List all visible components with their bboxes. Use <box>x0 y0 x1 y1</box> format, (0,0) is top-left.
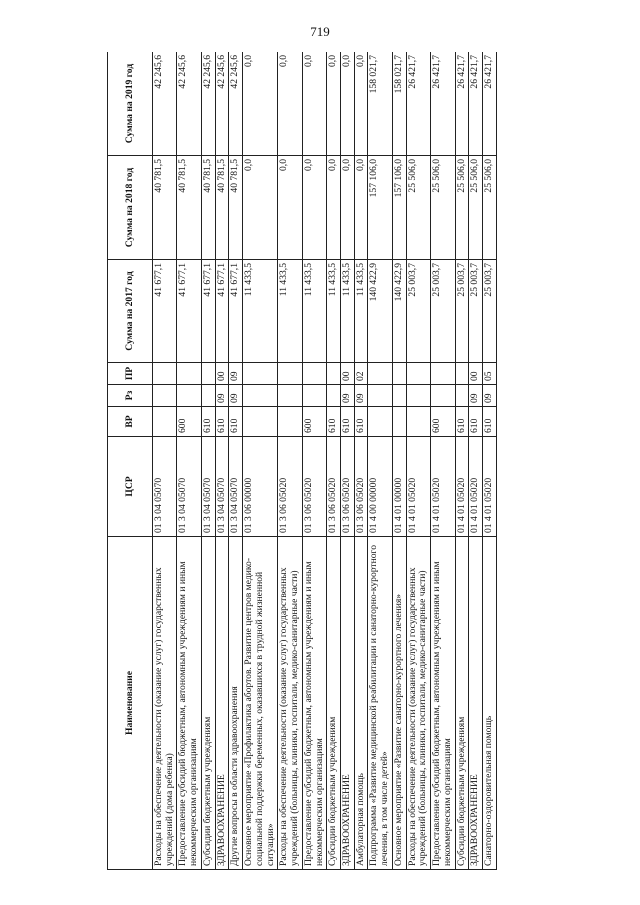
header-row <box>108 52 153 870</box>
cell-sum-2019: 26 421,7 <box>406 52 430 156</box>
cell-name: Санаторно-оздоровительная помощь <box>483 537 497 870</box>
table-row <box>341 52 355 870</box>
cell-sum-2017: 11 433,5 <box>243 260 278 363</box>
cell-name: Подпрограмма «Развитие медицинской реабилитации и санаторно-курортного лечения, в том числе детей» <box>368 537 392 870</box>
cell-sum-2019: 0,0 <box>302 52 326 156</box>
cell-csr: 01 3 06 00000 <box>243 437 278 537</box>
cell-sum-2018: 25 506,0 <box>431 156 455 260</box>
cell-sum-2019: 42 245,6 <box>153 52 177 156</box>
cell-csr: 01 3 04 05070 <box>229 437 243 537</box>
cell-csr: 01 3 06 05020 <box>354 437 368 537</box>
cell-sum-2019: 0,0 <box>354 52 368 156</box>
cell-name: Основное мероприятие «Развитие санаторно-курортного лечения» <box>392 537 406 870</box>
table-row <box>392 52 406 870</box>
cell-sum-2017: 11 433,5 <box>354 260 368 363</box>
cell-pr <box>406 363 430 385</box>
rotated-table-container <box>107 52 585 870</box>
cell-name: Расходы на обеспечение деятельности (оказание услуг) государственных учреждений (больницы, клиники, госпитали, медико-санитарные части) <box>278 537 302 870</box>
cell-pr <box>327 363 341 385</box>
cell-sum-2019: 42 245,6 <box>177 52 201 156</box>
cell-sum-2018: 25 506,0 <box>483 156 497 260</box>
cell-vr: 610 <box>327 407 341 437</box>
cell-vr: 610 <box>229 407 243 437</box>
cell-rz <box>392 385 406 407</box>
cell-sum-2019: 42 245,6 <box>229 52 243 156</box>
cell-csr: 01 4 01 05020 <box>431 437 455 537</box>
header-csr: ЦСР <box>108 437 153 537</box>
budget-table <box>107 52 497 870</box>
cell-csr: 01 4 00 00000 <box>368 437 392 537</box>
cell-pr: 00 <box>341 363 355 385</box>
table-row <box>201 52 215 870</box>
cell-sum-2017: 140 422,9 <box>392 260 406 363</box>
cell-rz: 09 <box>341 385 355 407</box>
table-row <box>302 52 326 870</box>
header-name: Наименование <box>108 537 153 870</box>
cell-sum-2018: 0,0 <box>278 156 302 260</box>
table-body <box>153 52 497 870</box>
cell-rz: 09 <box>229 385 243 407</box>
cell-vr: 610 <box>215 407 229 437</box>
header-sum-2017: Сумма на 2017 год <box>108 260 153 363</box>
cell-sum-2017: 140 422,9 <box>368 260 392 363</box>
table-row <box>368 52 392 870</box>
cell-csr: 01 3 06 05020 <box>302 437 326 537</box>
cell-sum-2019: 26 421,7 <box>483 52 497 156</box>
cell-name: Расходы на обеспечение деятельности (оказание услуг) государственных учреждений (больницы, клиники, госпитали, медико-санитарные части) <box>406 537 430 870</box>
cell-sum-2018: 40 781,5 <box>153 156 177 260</box>
cell-name: Субсидии бюджетным учреждениям <box>455 537 469 870</box>
header-sum-2019: Сумма на 2019 год <box>108 52 153 156</box>
cell-sum-2018: 0,0 <box>327 156 341 260</box>
table-row <box>327 52 341 870</box>
table-row <box>406 52 430 870</box>
cell-rz: 09 <box>483 385 497 407</box>
cell-csr: 01 4 01 05020 <box>406 437 430 537</box>
cell-pr <box>302 363 326 385</box>
cell-sum-2019: 0,0 <box>341 52 355 156</box>
cell-rz <box>278 385 302 407</box>
table-row <box>354 52 368 870</box>
cell-name: Расходы на обеспечение деятельности (оказание услуг) государственных учреждений (дома ребенка) <box>153 537 177 870</box>
cell-rz: 09 <box>469 385 483 407</box>
cell-pr <box>392 363 406 385</box>
table-row <box>177 52 201 870</box>
cell-sum-2018: 0,0 <box>341 156 355 260</box>
cell-sum-2018: 157 106,0 <box>368 156 392 260</box>
table-row <box>215 52 229 870</box>
cell-rz <box>302 385 326 407</box>
cell-sum-2019: 158 021,7 <box>392 52 406 156</box>
cell-rz <box>455 385 469 407</box>
header-pr: ПР <box>108 363 153 385</box>
cell-sum-2018: 25 506,0 <box>455 156 469 260</box>
page-number: 719 <box>310 24 330 39</box>
cell-sum-2019: 0,0 <box>243 52 278 156</box>
cell-sum-2018: 25 506,0 <box>469 156 483 260</box>
table-row <box>243 52 278 870</box>
cell-sum-2019: 0,0 <box>327 52 341 156</box>
cell-sum-2017: 11 433,5 <box>327 260 341 363</box>
cell-vr <box>406 407 430 437</box>
cell-rz <box>177 385 201 407</box>
cell-csr: 01 3 06 05020 <box>341 437 355 537</box>
cell-sum-2018: 40 781,5 <box>215 156 229 260</box>
cell-pr <box>201 363 215 385</box>
cell-name: Предоставление субсидий бюджетным, автономным учреждениям и иным некоммерческим организациям <box>431 537 455 870</box>
cell-pr: 00 <box>215 363 229 385</box>
cell-csr: 01 3 06 05020 <box>278 437 302 537</box>
cell-vr: 610 <box>201 407 215 437</box>
cell-sum-2017: 11 433,5 <box>302 260 326 363</box>
cell-name: Предоставление субсидий бюджетным, автономным учреждениям и иным некоммерческим организациям <box>302 537 326 870</box>
cell-pr: 09 <box>229 363 243 385</box>
cell-sum-2019: 26 421,7 <box>431 52 455 156</box>
cell-csr: 01 4 01 05020 <box>483 437 497 537</box>
table-row <box>229 52 243 870</box>
cell-sum-2017: 25 003,7 <box>455 260 469 363</box>
cell-rz <box>243 385 278 407</box>
cell-name: Другие вопросы в области здравоохранения <box>229 537 243 870</box>
cell-sum-2018: 0,0 <box>354 156 368 260</box>
cell-sum-2018: 0,0 <box>243 156 278 260</box>
cell-sum-2018: 25 506,0 <box>406 156 430 260</box>
cell-pr: 05 <box>483 363 497 385</box>
cell-csr: 01 4 01 00000 <box>392 437 406 537</box>
cell-sum-2018: 40 781,5 <box>177 156 201 260</box>
cell-sum-2017: 41 677,1 <box>153 260 177 363</box>
cell-sum-2018: 40 781,5 <box>229 156 243 260</box>
header-vr: ВР <box>108 407 153 437</box>
cell-pr <box>431 363 455 385</box>
cell-pr <box>177 363 201 385</box>
cell-vr: 600 <box>302 407 326 437</box>
cell-csr: 01 3 06 05020 <box>327 437 341 537</box>
cell-vr: 610 <box>469 407 483 437</box>
cell-vr: 610 <box>483 407 497 437</box>
cell-csr: 01 3 04 05070 <box>215 437 229 537</box>
cell-sum-2017: 25 003,7 <box>406 260 430 363</box>
cell-csr: 01 3 04 05070 <box>201 437 215 537</box>
table-row <box>153 52 177 870</box>
cell-rz <box>431 385 455 407</box>
cell-name: ЗДРАВООХРАНЕНИЕ <box>215 537 229 870</box>
cell-pr <box>243 363 278 385</box>
cell-sum-2017: 11 433,5 <box>341 260 355 363</box>
cell-csr: 01 3 04 05070 <box>153 437 177 537</box>
cell-rz <box>201 385 215 407</box>
cell-name: ЗДРАВООХРАНЕНИЕ <box>469 537 483 870</box>
cell-sum-2019: 42 245,6 <box>201 52 215 156</box>
cell-sum-2018: 157 106,0 <box>392 156 406 260</box>
cell-vr <box>392 407 406 437</box>
cell-csr: 01 4 01 05020 <box>455 437 469 537</box>
header-rz: Рз <box>108 385 153 407</box>
cell-vr <box>278 407 302 437</box>
cell-sum-2019: 42 245,6 <box>215 52 229 156</box>
cell-name: Предоставление субсидий бюджетным, автономным учреждениям и иным некоммерческим организациям <box>177 537 201 870</box>
cell-rz <box>153 385 177 407</box>
table-header <box>108 52 153 870</box>
table-row <box>455 52 469 870</box>
header-sum-2018: Сумма на 2018 год <box>108 156 153 260</box>
cell-sum-2019: 26 421,7 <box>455 52 469 156</box>
cell-sum-2018: 40 781,5 <box>201 156 215 260</box>
table-row <box>278 52 302 870</box>
cell-vr <box>243 407 278 437</box>
cell-pr <box>153 363 177 385</box>
cell-sum-2017: 41 677,1 <box>177 260 201 363</box>
cell-pr: 02 <box>354 363 368 385</box>
cell-rz <box>368 385 392 407</box>
cell-vr: 610 <box>455 407 469 437</box>
cell-sum-2017: 11 433,5 <box>278 260 302 363</box>
cell-csr: 01 4 01 05020 <box>469 437 483 537</box>
cell-rz: 09 <box>215 385 229 407</box>
cell-rz <box>406 385 430 407</box>
cell-name: ЗДРАВООХРАНЕНИЕ <box>341 537 355 870</box>
cell-pr: 00 <box>469 363 483 385</box>
cell-pr <box>368 363 392 385</box>
cell-pr <box>455 363 469 385</box>
cell-sum-2017: 25 003,7 <box>469 260 483 363</box>
cell-sum-2017: 25 003,7 <box>431 260 455 363</box>
cell-name: Субсидии бюджетным учреждениям <box>327 537 341 870</box>
cell-vr <box>368 407 392 437</box>
cell-sum-2019: 26 421,7 <box>469 52 483 156</box>
cell-sum-2018: 0,0 <box>302 156 326 260</box>
table-region <box>107 52 585 870</box>
cell-sum-2019: 158 021,7 <box>368 52 392 156</box>
cell-csr: 01 3 04 05070 <box>177 437 201 537</box>
cell-name: Субсидии бюджетным учреждениям <box>201 537 215 870</box>
cell-vr: 600 <box>177 407 201 437</box>
cell-name: Амбулаторная помощь <box>354 537 368 870</box>
cell-vr: 610 <box>341 407 355 437</box>
cell-sum-2017: 41 677,1 <box>201 260 215 363</box>
cell-sum-2017: 41 677,1 <box>229 260 243 363</box>
table-row <box>483 52 497 870</box>
cell-rz: 09 <box>354 385 368 407</box>
cell-name: Основное мероприятие «Профилактика абортов. Развитие центров медико-социальной поддержки беременных, оказавшихся в трудной жизненной ситуации» <box>243 537 278 870</box>
cell-vr: 610 <box>354 407 368 437</box>
cell-rz <box>327 385 341 407</box>
cell-pr <box>278 363 302 385</box>
table-row <box>469 52 483 870</box>
table-row <box>431 52 455 870</box>
cell-sum-2017: 25 003,7 <box>483 260 497 363</box>
cell-vr <box>153 407 177 437</box>
cell-sum-2017: 41 677,1 <box>215 260 229 363</box>
cell-sum-2019: 0,0 <box>278 52 302 156</box>
cell-vr: 600 <box>431 407 455 437</box>
